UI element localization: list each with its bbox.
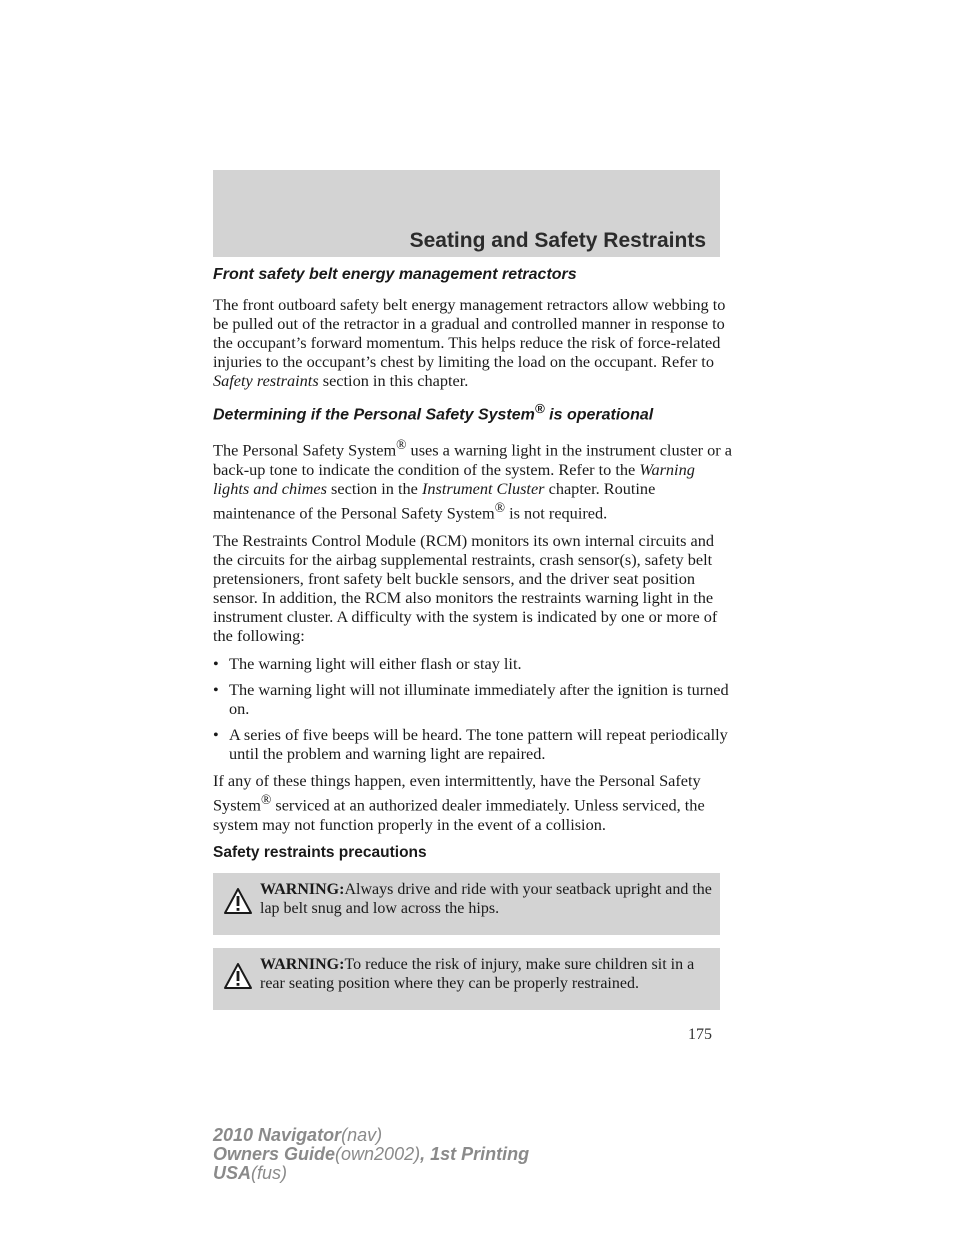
reference-warning-lights: Warning lights and chimes: [213, 459, 695, 498]
section-header-band: [213, 170, 720, 257]
warning-box: [213, 873, 720, 935]
list-item: • The warning light will either flash or stay lit.: [213, 654, 733, 673]
warning-triangle-icon: [223, 887, 253, 915]
registered-mark: ®: [260, 792, 272, 808]
paragraph-operational-1: The Personal Safety System® uses a warning light in the instrument cluster or a back-up tone to indicate the condition of the system. Refer to the Warning lights and chimes section in the Instrument Cluster chapter. Routine maintenance of the Personal Safety System® is not required.: [213, 437, 733, 523]
heading-precautions: Safety restraints precautions: [213, 843, 427, 861]
heading-operational: Determining if the Personal Safety System® is operational: [213, 401, 654, 424]
warning-label: WARNING:: [260, 880, 345, 898]
reference-instrument-cluster: Instrument Cluster: [421, 478, 545, 498]
registered-mark: ®: [494, 499, 506, 515]
warning-box: [213, 948, 720, 1010]
warning-label: WARNING:: [260, 955, 345, 973]
paragraph-operational-3: If any of these things happen, even intermittently, have the Personal Safety System® serviced at an authorized dealer immediately. Unless serviced, the system may not function properly in the event of a collision.: [213, 771, 705, 834]
footer-line-guide: Owners Guide(own2002), 1st Printing: [213, 1144, 530, 1164]
registered-mark: ®: [534, 401, 545, 416]
fault-indicator-list: [213, 654, 733, 763]
warning-triangle-icon: [223, 962, 253, 990]
footer-line-model: 2010 Navigator(nav): [213, 1125, 383, 1145]
footer-line-region: USA(fus): [213, 1163, 288, 1183]
section-title: Seating and Safety Restraints: [409, 229, 706, 252]
reference-safety-restraints: Safety restraints: [213, 371, 319, 390]
page-content: [213, 265, 733, 1023]
warning-text: WARNING:Always drive and ride with your seatback upright and the lap belt snug and low across the hips.: [260, 880, 712, 917]
paragraph-retractors: The front outboard safety belt energy management retractors allow webbing to be pulled out of the retractor in a gradual and controlled manner in response to the occupant’s forward momentum. This helps reduce the risk of force-related injuries to the occupant’s chest by limiting the load on the occupant. Refer to Safety restraints section in this chapter.: [213, 295, 726, 390]
page-number: 175: [688, 1026, 712, 1043]
document-footer: [213, 1126, 529, 1183]
list-item: • A series of five beeps will be heard. The tone pattern will repeat periodically until the problem and warning light are repaired.: [213, 725, 733, 763]
list-item: • The warning light will not illuminate immediately after the ignition is turned on.: [213, 680, 733, 718]
warning-text: WARNING:To reduce the risk of injury, make sure children sit in a rear seating position where they can be properly restrained.: [260, 955, 695, 992]
heading-retractors: Front safety belt energy management retractors: [213, 266, 577, 283]
registered-mark: ®: [396, 437, 407, 453]
paragraph-operational-2: The Restraints Control Module (RCM) monitors its own internal circuits and the circuits for the airbag supplemental restraints, crash sensor(s), safety belt pretensioners, front safety belt buckle sensors, and the driver seat position sensor. In addition, the RCM also monitors the restraints warning light in the instrument cluster. A difficulty with the system is indicated by one or more of the following:: [213, 531, 718, 646]
